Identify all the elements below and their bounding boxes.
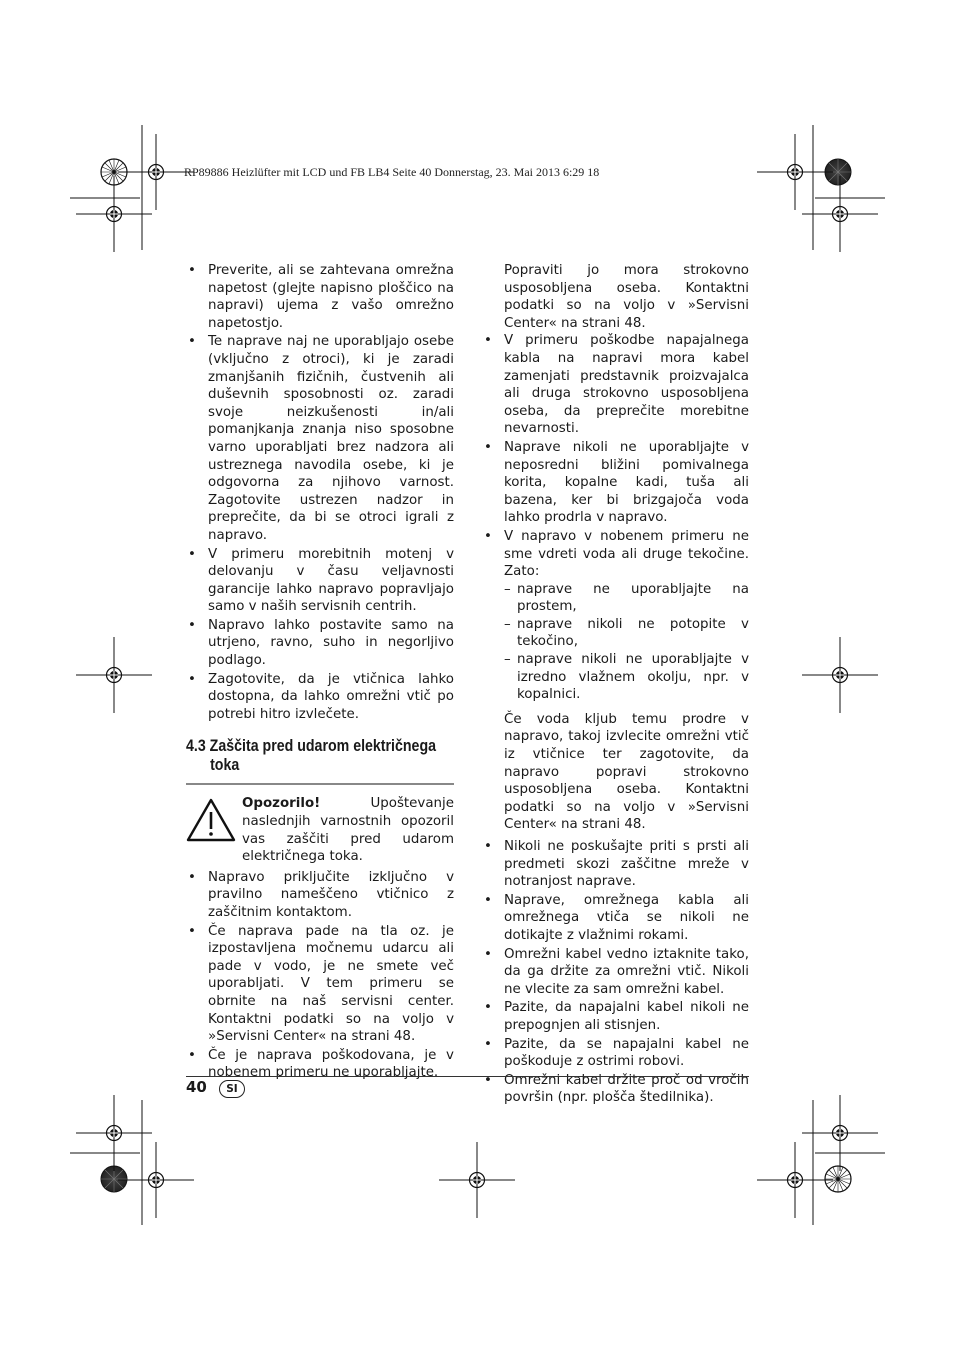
left-column <box>186 262 454 1083</box>
list-item: • Preverite, ali se zahtevana omrežna napetost (glejte napisno ploščico na napravi) ujema z vašo omrežno napetostjo. <box>186 262 454 332</box>
list-item: • Nikoli ne poskušajte priti s prsti ali predmeti skozi zaščitne mreže v notranjost naprave. <box>482 838 749 891</box>
section-number: 4.3 <box>186 737 206 756</box>
dash-list <box>504 581 749 704</box>
print-slug: RP89886 Heizlüfter mit LCD und FB LB4 Seite 40 Donnerstag, 23. Mai 2013 6:29 18 <box>184 165 600 179</box>
list-item: • Te naprave naj ne uporabljajo osebe (vključno z otroci), ki je zaradi zmanjšanih fizičnih, čustvenih ali duševnih sposobnosti oz. zaradi svoje neizkušenosti in/ali pomanjkanja znanja niso sposobne varno uporabljati brez nadzora ali ustreznega navodila osebe, ki je odgovorna za njihovo varnost. Zagotovite ustrezen nadzor in preprečite, da bi se otroci igrali z napravo. <box>186 333 454 544</box>
warning-box <box>186 795 454 865</box>
bullet-list-a <box>482 332 749 703</box>
list-item: • Napravo lahko postavite samo na utrjeno, ravno, suho in negorljivo podlago. <box>186 617 454 670</box>
dash-item: – naprave nikoli ne potopite v tekočino, <box>504 616 749 651</box>
list-item: • Naprave, omrežnega kabla ali omrežnega vtiča se nikoli ne dotikajte z vlažnimi rokami. <box>482 892 749 945</box>
list-item: • Če naprava pade na tla oz. je izpostavljena močnemu udarcu ali pade v vodo, je ne smete več uporabljati. V tem primeru se obrnite na naš servisni center. Kontaktni podatki so na voljo v »Servisni Center« na strani 48. <box>186 923 454 1046</box>
section-title-line2: toka <box>210 756 240 775</box>
warning-label: Opozorilo! <box>242 796 321 812</box>
list-item: • Naprave nikoli ne uporabljajte v neposredni bližini pomivalnega korita, kopalne kadi, tuša ali bazena, ker bi brizgajoča voda lahko prodrla v napravo. <box>482 439 749 527</box>
bullet-list-top <box>186 262 454 723</box>
bullet-list-b <box>482 838 749 1107</box>
list-item: • Pazite, da se napajalni kabel ne poškoduje z ostrimi robovi. <box>482 1036 749 1071</box>
list-item: • V primeru poškodbe napajalnega kabla na napravi mora kabel zamenjati predstavnik proizvajalca ali druga strokovno usposobljena oseba, da preprečite morebitne nevarnosti. <box>482 332 749 438</box>
list-item: • V primeru morebitnih motenj v delovanju v času veljavnosti garancije lahko napravo popravljajo samo v naših servisnih centrih. <box>186 546 454 616</box>
footer-rule <box>186 1076 749 1077</box>
warning-text: Upoštevanje naslednjih varnostnih opozoril vas zaščiti pred udarom električnega toka. <box>242 796 454 865</box>
warning-triangle-icon <box>186 798 236 842</box>
continued-paragraph: Popraviti jo mora strokovno usposobljena oseba. Kontaktni podatki so na voljo v »Servisni Center« na strani 48. <box>504 263 749 331</box>
language-badge: SI <box>219 1080 245 1098</box>
section-title-line1: Zaščita pred udarom električnega <box>209 737 437 756</box>
list-item: • Napravo priključite izključno v pravilno nameščeno vtičnico z zaščitnim kontaktom. <box>186 869 454 922</box>
page-number: 40 <box>186 1078 207 1096</box>
dash-item: – naprave nikoli ne uporabljajte v izredno vlažnem okolju, npr. v kopalnici. <box>504 651 749 704</box>
list-item: • Pazite, da napajalni kabel nikoli ne prepognjen ali stisnjen. <box>482 999 749 1034</box>
list-item <box>482 528 749 704</box>
list-item: • Omrežni kabel držite proč od vročih površin (npr. plošča štedilnika). <box>482 1072 749 1107</box>
list-item: • Omrežni kabel vedno iztaknite tako, da ga držite za omrežni vtič. Nikoli ne vlecite za sam omrežni kabel. <box>482 946 749 999</box>
dash-item: – naprave ne uporabljajte na prostem, <box>504 581 749 616</box>
right-column <box>482 262 749 1108</box>
bullet-list-bottom <box>186 869 454 1082</box>
list-item: • Zagotovite, da je vtičnica lahko dostopna, da lahko omrežni vtič po potrebi hitro izvlečete. <box>186 671 454 724</box>
water-bullet-text: • V napravo v nobenem primeru ne sme vdreti voda ali druge tekočine. Zato: <box>504 528 749 580</box>
section-heading <box>186 737 437 775</box>
list-item: • Če je naprava poškodovana, je v nobenem primeru ne uporabljajte. <box>186 1047 454 1082</box>
section-rule <box>186 783 454 785</box>
water-paragraph: Če voda kljub temu prodre v napravo, takoj izvlecite omrežni vtič iz vtičnice ter zagotovite, da napravo popravi strokovno usposobljena oseba. Kontaktni podatki so na voljo v »Servisni Center« na strani 48. <box>504 711 749 833</box>
